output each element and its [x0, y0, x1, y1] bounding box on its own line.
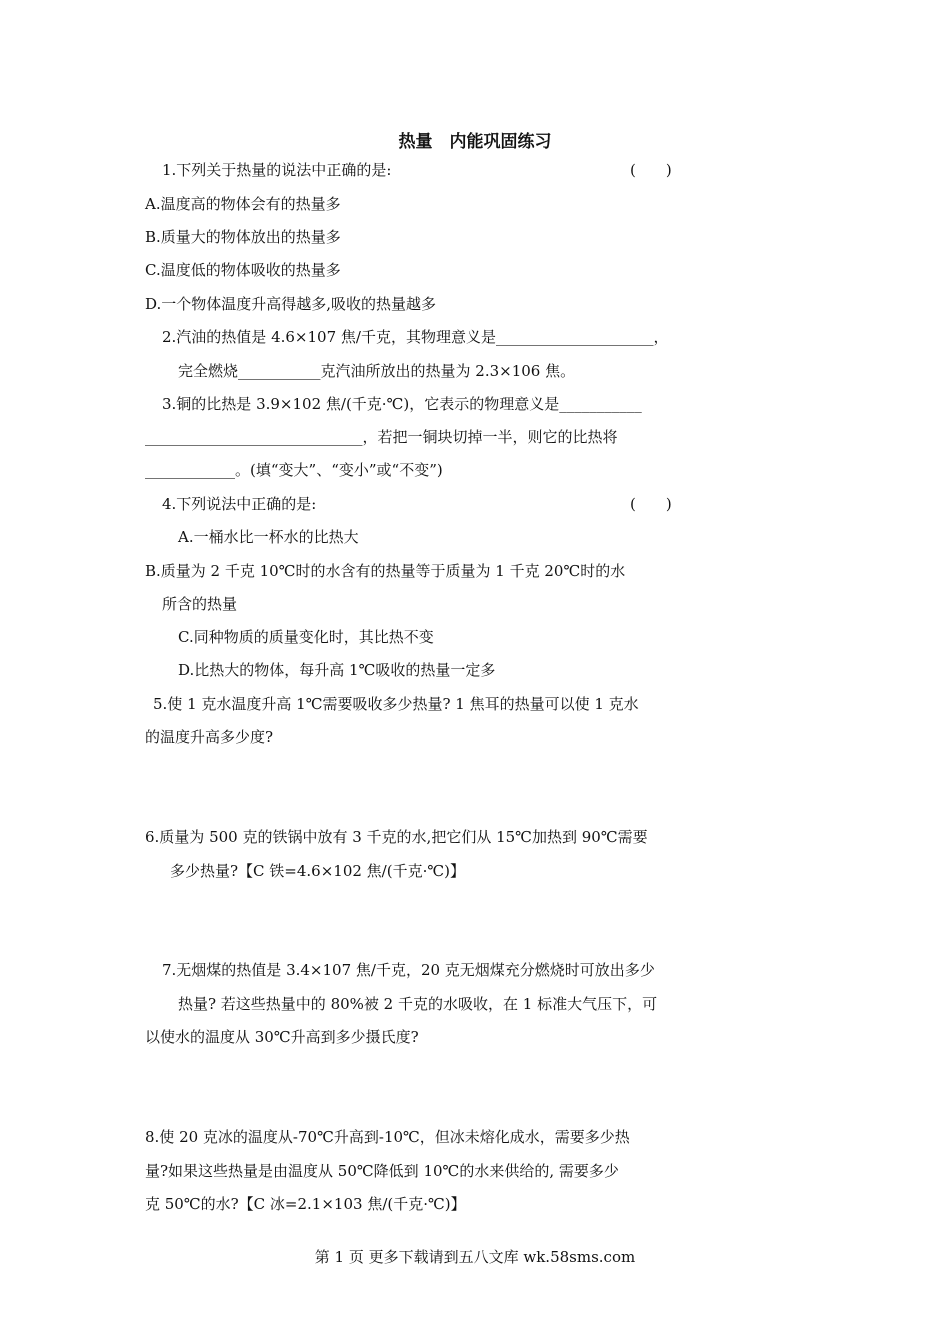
q1-option-b: B.质量大的物体放出的热量多: [145, 228, 341, 246]
q6-line-2: 多少热量?【C 铁=4.6×102 焦/(千克·℃)】: [170, 862, 465, 880]
q2-line-1: 2.汽油的热值是 4.6×107 焦/千克，其物理意义是_____________________，: [162, 328, 669, 346]
q1-answer-blank: ( ): [630, 161, 672, 179]
q7-line-2: 热量? 若这些热量中的 80%被 2 千克的水吸收，在 1 标准大气压下，可: [178, 995, 658, 1013]
q6-line-1: 6.质量为 500 克的铁锅中放有 3 千克的水,把它们从 15℃加热到 90℃需要: [145, 828, 648, 846]
q3-line-1: 3.铜的比热是 3.9×102 焦/(千克·℃)，它表示的物理意义是___________: [162, 395, 642, 413]
q4-option-a: A.一桶水比一杯水的比热大: [178, 528, 359, 546]
q8-line-1: 8.使 20 克冰的温度从-70℃升高到-10℃，但冰未熔化成水，需要多少热: [145, 1128, 630, 1146]
page-footer: 第 1 页 更多下载请到五八文库 wk.58sms.com: [314, 1248, 636, 1266]
q4-option-d: D.比热大的物体，每升高 1℃吸收的热量一定多: [178, 661, 496, 679]
q8-line-3: 克 50℃的水?【C 冰=2.1×103 焦/(千克·℃)】: [145, 1195, 466, 1213]
q8-line-2: 量?如果这些热量是由温度从 50℃降低到 10℃的水来供给的, 需要多少: [145, 1162, 619, 1180]
q3-line-3: ____________。(填“变大”、“变小”或“不变”): [145, 461, 443, 479]
q1-stem: 1.下列关于热量的说法中正确的是:: [162, 161, 392, 179]
q5-line-2: 的温度升高多少度?: [145, 728, 274, 746]
q1-option-d: D.一个物体温度升高得越多,吸收的热量越多: [145, 295, 437, 313]
q5-line-1: 5.使 1 克水温度升高 1℃需要吸收多少热量? 1 焦耳的热量可以使 1 克水: [153, 695, 639, 713]
page-title: 热量 内能巩固练习: [398, 132, 552, 152]
q4-option-b-line-2: 所含的热量: [162, 595, 238, 613]
q1-option-a: A.温度高的物体会有的热量多: [145, 195, 341, 213]
q3-line-2: _____________________________，若把一铜块切掉一半，则它的比热将: [145, 428, 618, 446]
q4-answer-blank: ( ): [630, 495, 672, 513]
q4-option-b-line-1: B.质量为 2 千克 10℃时的水含有的热量等于质量为 1 千克 20℃时的水: [145, 562, 626, 580]
q2-line-2: 完全燃烧___________克汽油所放出的热量为 2.3×106 焦。: [178, 362, 576, 380]
q1-option-c: C.温度低的物体吸收的热量多: [145, 261, 341, 279]
q7-line-1: 7.无烟煤的热值是 3.4×107 焦/千克，20 克无烟煤充分燃烧时可放出多少: [162, 961, 655, 979]
q4-option-c: C.同种物质的质量变化时，其比热不变: [178, 628, 434, 646]
q7-line-3: 以使水的温度从 30℃升高到多少摄氏度?: [145, 1028, 419, 1046]
q4-stem: 4.下列说法中正确的是:: [162, 495, 317, 513]
